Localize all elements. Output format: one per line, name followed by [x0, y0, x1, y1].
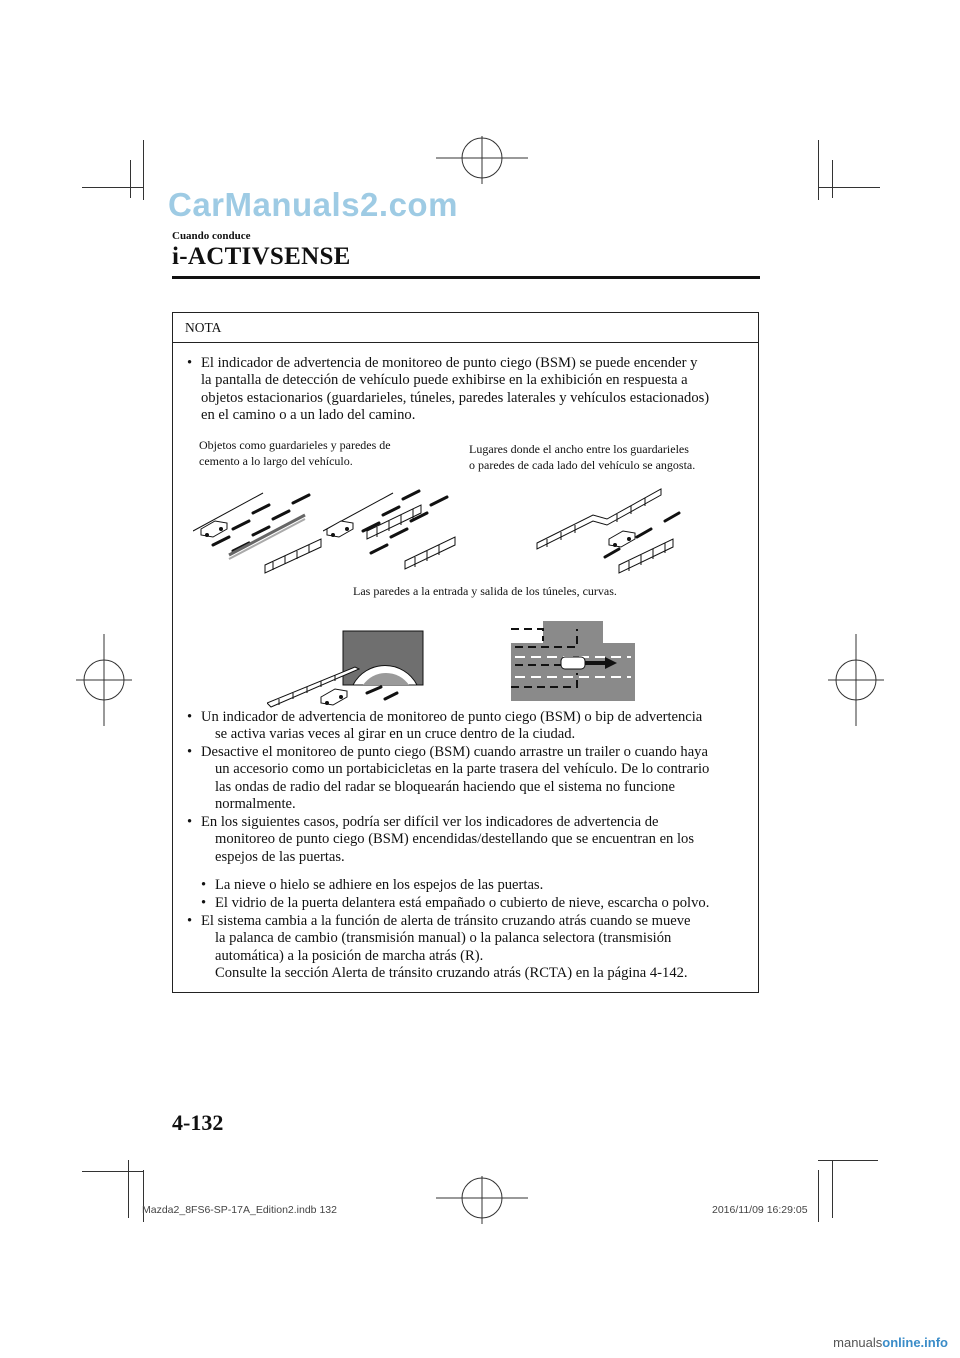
caption-line: cemento a lo largo del vehículo. [199, 454, 353, 468]
note-header [173, 313, 758, 343]
text-line: El vidrio de la puerta delantera está empañado o cubierto de nieve, escarcha o polvo. [215, 895, 710, 911]
text-line: objetos estacionarios (guardarieles, túneles, paredes laterales y vehículos estacionados) [201, 389, 710, 406]
note-bullet-3 [187, 744, 761, 814]
text-line: espejos de las puertas. [215, 848, 345, 865]
caption-middle: Las paredes a la entrada y salida de los túneles, curvas. [353, 584, 617, 598]
site-watermark[interactable] [833, 1335, 948, 1350]
crop-mark [82, 1171, 144, 1172]
caption-left [199, 437, 391, 469]
illustration-guardrail-both-sides [323, 485, 463, 575]
site-left: manuals [833, 1335, 883, 1350]
text-line: se activa varias veces al girar en un cruce dentro de la ciudad. [215, 726, 576, 743]
crop-mark [818, 1170, 819, 1222]
note-sub-bullet-1 [201, 877, 755, 894]
bullet-dot: • [201, 895, 207, 911]
crop-mark [130, 160, 131, 198]
note-box [172, 312, 759, 993]
crop-mark [832, 160, 833, 198]
text-line: monitoreo de punto ciego (BSM) encendidas/destellando que se encuentran en los [215, 831, 695, 848]
note-sub-bullet-2 [201, 895, 755, 912]
crop-mark [128, 1160, 129, 1218]
bullet-dot: • [187, 709, 193, 725]
text-line: Consulte la sección Alerta de tránsito cruzando atrás (RCTA) en la página 4-142. [215, 965, 688, 982]
text-line: En los siguientes casos, podría ser difícil ver los indicadores de advertencia de [201, 814, 659, 830]
crop-mark [832, 1160, 833, 1218]
text-line: en el camino o a un lado del camino. [201, 407, 416, 424]
crop-mark [818, 187, 880, 188]
note-bullet-5 [187, 913, 761, 983]
caption-line: o paredes de cada lado del vehículo se angosta. [469, 458, 696, 472]
section-label: Cuando conduce [172, 230, 251, 242]
bullet-dot: • [187, 744, 193, 760]
note-bullet-4 [187, 814, 761, 866]
text-line: las ondas de radio del radar se bloquearán haciendo que el sistema no funcione [215, 778, 675, 795]
text-line: la palanca de cambio (transmisión manual) o la palanca selectora (transmisión [215, 930, 672, 947]
site-right: online.info [882, 1335, 948, 1350]
crop-mark [143, 140, 144, 200]
page-number: 4-132 [172, 1110, 224, 1135]
bullet-dot: • [187, 814, 193, 830]
illustration-curve-junction [511, 621, 635, 701]
bullet-dot: • [187, 355, 193, 371]
caption-right [469, 441, 695, 473]
crop-mark [818, 140, 819, 200]
illustration-narrowing-road [533, 481, 693, 581]
text-line: El indicador de advertencia de monitoreo de punto ciego (BSM) se puede encender y [201, 355, 698, 371]
note-bullet-1 [187, 355, 761, 425]
title-rule [172, 276, 760, 279]
note-label: NOTA [185, 320, 222, 335]
footer-datetime: 2016/11/09 16:29:05 [712, 1204, 808, 1216]
text-line: Desactive el monitoreo de punto ciego (BSM) cuando arrastre un trailer o cuando haya [201, 744, 708, 760]
registration-mark [436, 1176, 528, 1224]
bullet-dot: • [201, 877, 207, 893]
registration-mark [828, 634, 884, 726]
crop-mark [818, 1160, 878, 1161]
footer-file: Mazda2_8FS6-SP-17A_Edition2.indb 132 [142, 1204, 337, 1216]
text-line: un accesorio como un portabicicletas en la parte trasera del vehículo. De lo contrario [215, 761, 710, 778]
text-line: El sistema cambia a la función de alerta de tránsito cruzando atrás cuando se mueve [201, 913, 691, 929]
text-line: la pantalla de detección de vehículo puede exhibirse en la exhibición en respuesta a [201, 372, 688, 389]
text-line: La nieve o hielo se adhiere en los espejos de las puertas. [215, 877, 544, 893]
text-line: Un indicador de advertencia de monitoreo de punto ciego (BSM) o bip de advertencia [201, 709, 703, 725]
illustration-tunnel [267, 627, 427, 709]
bullet-dot: • [187, 913, 193, 929]
text-line: automática) a la posición de marcha atrás (R). [215, 947, 484, 964]
caption-line: Lugares donde el ancho entre los guardarieles [469, 442, 689, 456]
note-bullet-2 [187, 709, 761, 744]
registration-mark [436, 136, 528, 184]
text-line: normalmente. [215, 796, 296, 813]
illustration-guardrail-road [193, 485, 333, 575]
page-title: i-ACTIVSENSE [172, 243, 351, 270]
caption-line: Objetos como guardarieles y paredes de [199, 438, 391, 452]
crop-mark [82, 187, 144, 188]
registration-mark [76, 634, 132, 726]
watermark-logo[interactable]: CarManuals2.com [168, 186, 458, 223]
